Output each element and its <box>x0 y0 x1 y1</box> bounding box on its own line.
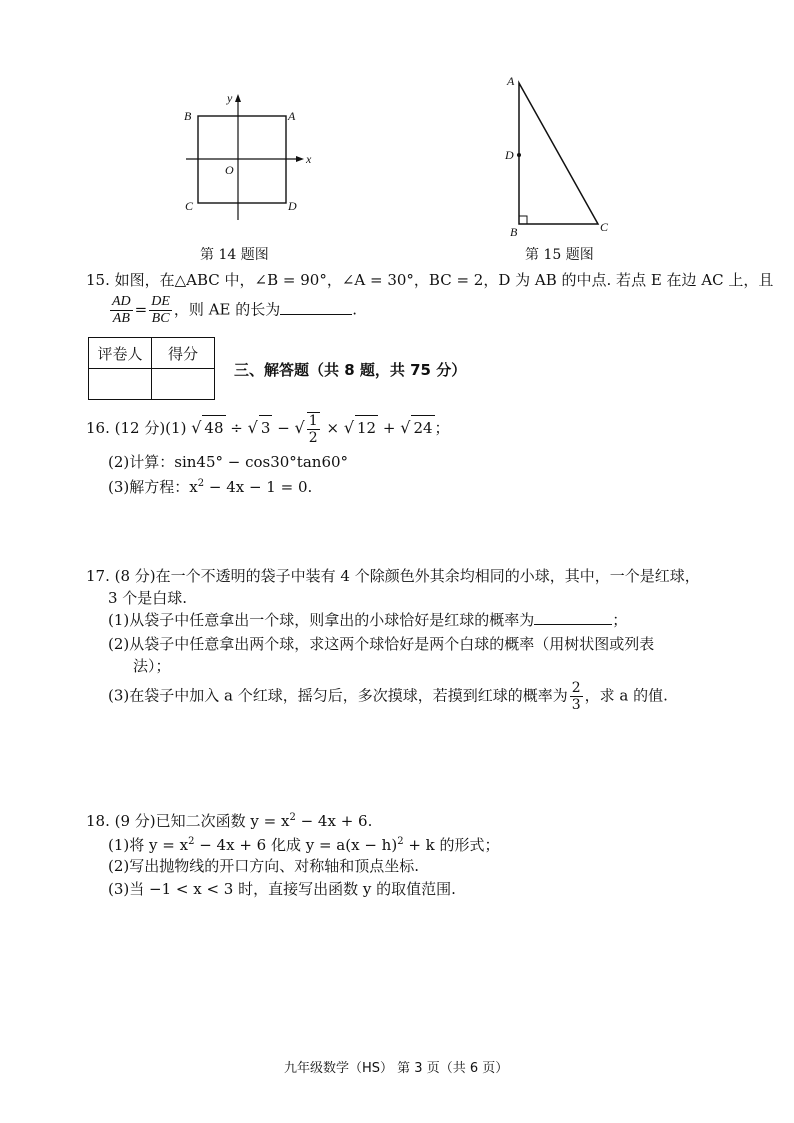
label-b: B <box>510 225 518 239</box>
label-o: O <box>225 163 234 177</box>
section-title: 三、解答题（共 8 题，共 75 分） <box>234 361 467 379</box>
point-d <box>517 153 521 157</box>
q17-part3: (3)在袋子中加入 a 个红球，摇匀后，多次摸球，若摸到红球的概率为 $\frac{2}{3}$ ，求 a 的值. <box>108 680 668 713</box>
label-y: y <box>227 91 233 105</box>
q17-line1: 17. (8 分)在一个不透明的袋子中装有 4 个除颜色外其余均相同的小球，其中，一个是红球， <box>86 567 700 585</box>
triangle-abc <box>519 83 598 224</box>
q18-line1: 18. (9 分)已知二次函数 $y = x^2 - 4x + 6$. <box>86 812 373 830</box>
q15-frac-ad-ab: $\frac{AD}{AB}$ <box>112 294 131 326</box>
score-header: 得分 <box>152 338 215 369</box>
q17-frac-two-thirds: $\frac{2}{3}$ <box>571 680 581 713</box>
q16-part3: (3)解方程：$x^2 - 4x - 1 = 0$. <box>108 478 313 496</box>
reviewer-cell[interactable] <box>89 369 152 400</box>
figure-15 <box>500 70 620 240</box>
label-b: B <box>184 109 192 123</box>
page-footer: 九年级数学（HS） 第 3 页（共 6 页） <box>284 1061 509 1076</box>
label-c: C <box>600 220 609 234</box>
q16-part2: (2)计算：sin45° − cos30°tan60° <box>108 453 349 471</box>
q17-part1: (1)从袋子中任意拿出一个球，则拿出的小球恰好是红球的概率为 ； <box>108 608 627 632</box>
q17-line2: 3 个是白球. <box>108 589 188 607</box>
y-axis-arrow <box>235 94 241 102</box>
q17-answer-blank[interactable] <box>534 608 612 625</box>
q15-frac-de-bc: $\frac{DE}{BC}$ <box>151 294 170 326</box>
q18-part1: (1)将 $y = x^2 - 4x + 6$ 化成 $y = a(x - h)^2 + k$ 的形式； <box>108 836 500 854</box>
reviewer-header: 评卷人 <box>89 338 152 369</box>
label-x: x <box>306 152 312 166</box>
x-axis-arrow <box>296 156 304 162</box>
score-table <box>88 337 215 400</box>
q17-part2-line1: (2)从袋子中任意拿出两个球，求这两个球恰好是两个白球的概率（用树状图或列表 <box>108 635 655 653</box>
figure-15-caption: 第 15 题图 <box>525 247 594 263</box>
label-a: A <box>288 109 296 123</box>
figure-14-caption: 第 14 题图 <box>200 247 269 263</box>
q18-part3: (3)当 −1 < x < 3 时，直接写出函数 y 的取值范围. <box>108 880 456 898</box>
q15-line1: 15. 如图，在△ABC 中，∠B = 90°，∠A = 30°，BC = 2，D 为 AB 的中点. 若点 E 在边 AC 上，且 <box>86 271 774 289</box>
q15-answer-blank[interactable] <box>280 298 352 315</box>
q18-part2: (2)写出抛物线的开口方向、对称轴和顶点坐标. <box>108 857 420 875</box>
label-d: D <box>288 199 297 213</box>
q17-part2-line2: 法）； <box>133 657 171 675</box>
label-c: C <box>185 199 194 213</box>
label-a: A <box>507 74 515 88</box>
figure-14 <box>180 88 320 228</box>
q16-line1: 16. (12 分)(1) √ 48 ÷ √ 3 − √ $\frac{1}{2}$ × √ 12 + √ 24 ； <box>86 413 450 446</box>
label-d: D <box>505 148 514 162</box>
right-angle-mark <box>519 216 527 224</box>
q16-frac-half: $\frac{1}{2}$ <box>308 413 318 446</box>
q15-line2: $\frac{AD}{AB}$ = $\frac{DE}{BC}$ ，则 AE 的长为 . <box>112 294 358 326</box>
score-cell[interactable] <box>152 369 215 400</box>
